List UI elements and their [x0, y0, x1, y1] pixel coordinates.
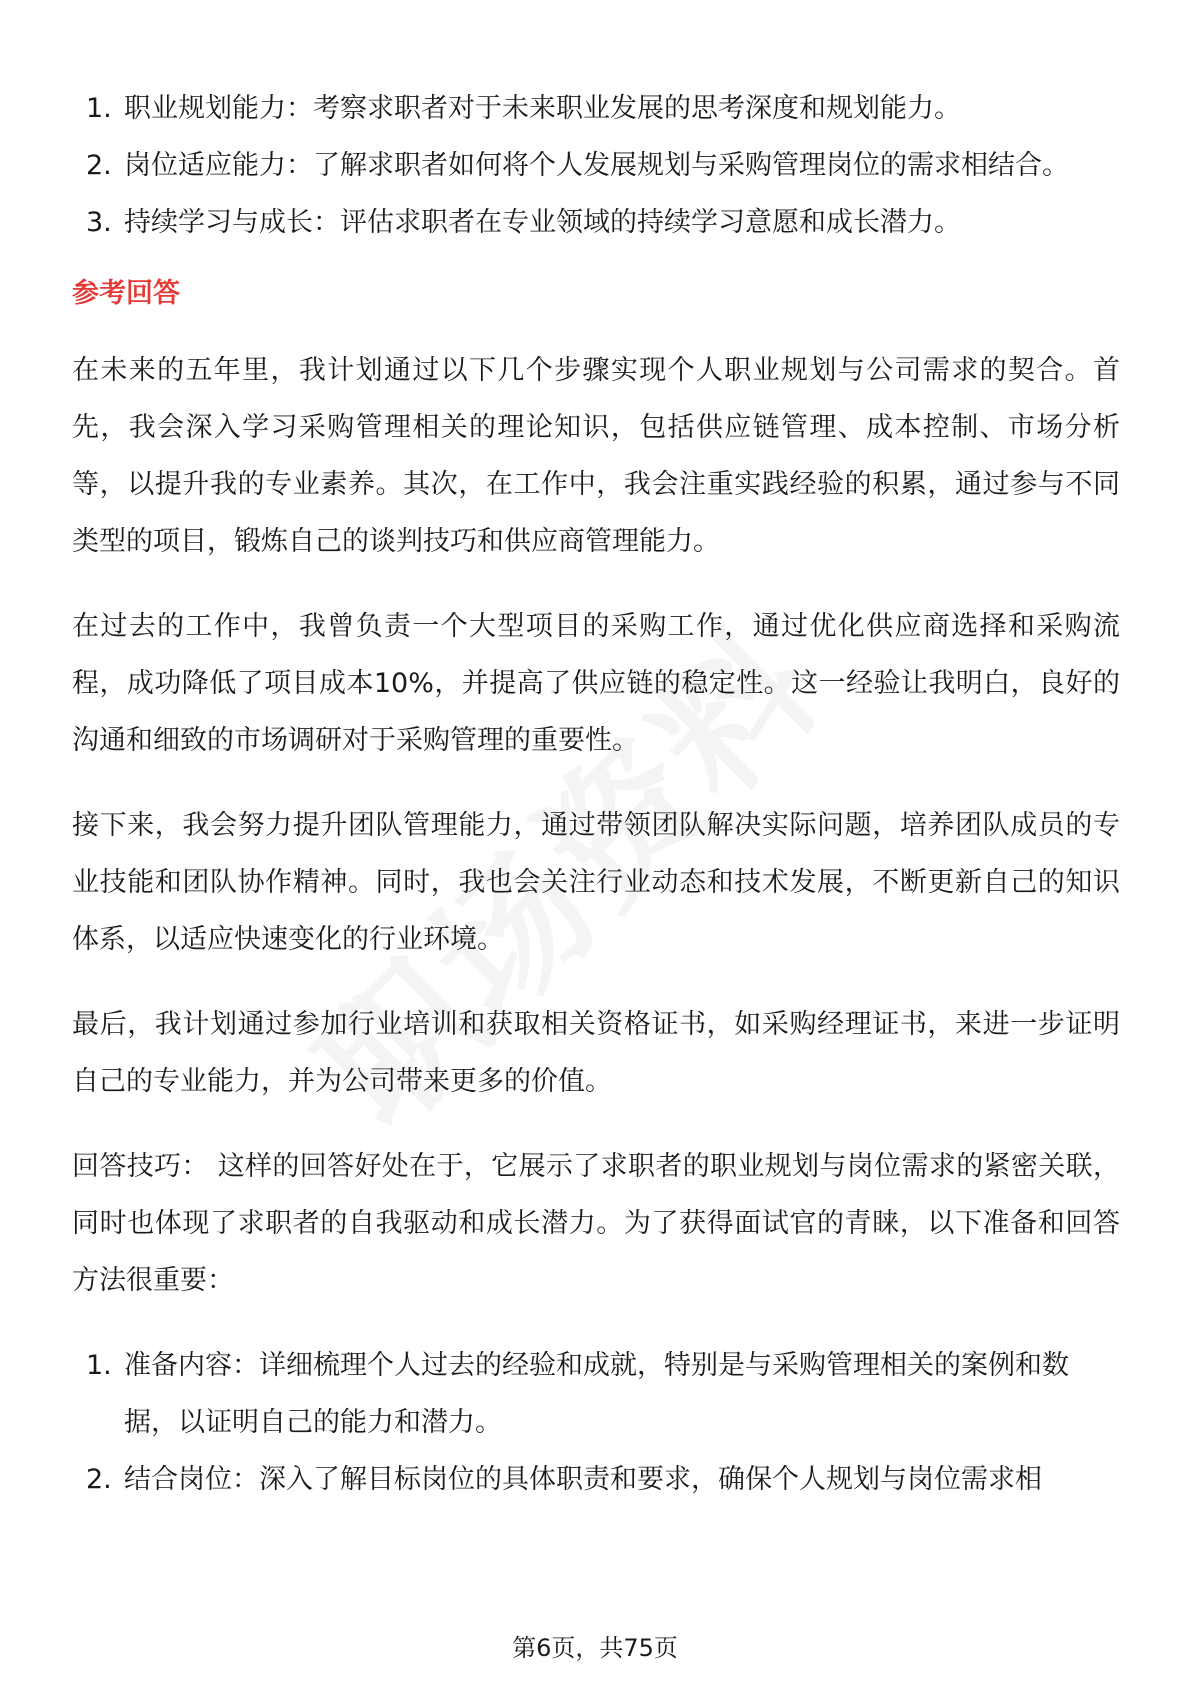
- list-number: 3.: [86, 207, 112, 238]
- list-text: 持续学习与成长：评估求职者在专业领域的持续学习意愿和成长潜力。: [124, 207, 961, 238]
- list-item: [72, 80, 1120, 137]
- answer-heading: 参考回答: [72, 278, 180, 309]
- list-item: [72, 1337, 1120, 1451]
- criteria-list: [72, 80, 1120, 251]
- list-number: 1.: [86, 1350, 112, 1381]
- list-text: 结合岗位：深入了解目标岗位的具体职责和要求，确保个人规划与岗位需求相: [124, 1464, 1042, 1495]
- list-item: [72, 137, 1120, 194]
- list-number: 1.: [86, 93, 112, 124]
- answer-paragraph: 最后，我计划通过参加行业培训和获取相关资格证书，如采购经理证书，来进一步证明自己的专业能力，并为公司带来更多的价值。: [72, 1009, 1120, 1097]
- document-page: [72, 80, 1120, 1508]
- list-text: 岗位适应能力：了解求职者如何将个人发展规划与采购管理岗位的需求相结合。: [124, 150, 1069, 181]
- page-footer: 第6页，共75页: [512, 1634, 678, 1662]
- list-text: 职业规划能力：考察求职者对于未来职业发展的思考深度和规划能力。: [124, 93, 961, 124]
- list-number: 2.: [86, 1464, 112, 1495]
- answer-paragraph: 在未来的五年里，我计划通过以下几个步骤实现个人职业规划与公司需求的契合。首先，我会深入学习采购管理相关的理论知识，包括供应链管理、成本控制、市场分析等，以提升我的专业素养。其次，在工作中，我会注重实践经验的积累，通过参与不同类型的项目，锻炼自己的谈判技巧和供应商管理能力。: [72, 355, 1120, 557]
- answer-paragraph: 在过去的工作中，我曾负责一个大型项目的采购工作，通过优化供应商选择和采购流程，成功降低了项目成本10%，并提高了供应链的稳定性。这一经验让我明白，良好的沟通和细致的市场调研对于采购管理的重要性。: [72, 611, 1120, 756]
- list-text: 准备内容：详细梳理个人过去的经验和成就，特别是与采购管理相关的案例和数据，以证明自己的能力和潜力。: [124, 1350, 1069, 1438]
- tips-paragraph: 回答技巧： 这样的回答好处在于，它展示了求职者的职业规划与岗位需求的紧密关联，同时也体现了求职者的自我驱动和成长潜力。为了获得面试官的青睐，以下准备和回答方法很重要：: [72, 1151, 1120, 1296]
- list-item: [72, 194, 1120, 251]
- tips-list: [72, 1337, 1120, 1508]
- list-number: 2.: [86, 150, 112, 181]
- answer-paragraph: 接下来，我会努力提升团队管理能力，通过带领团队解决实际问题，培养团队成员的专业技能和团队协作精神。同时，我也会关注行业动态和技术发展，不断更新自己的知识体系，以适应快速变化的行业环境。: [72, 810, 1120, 955]
- list-item: [72, 1451, 1120, 1508]
